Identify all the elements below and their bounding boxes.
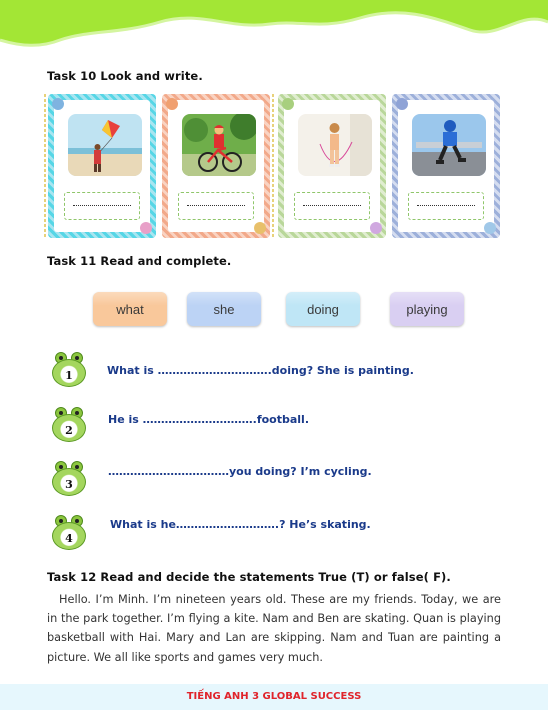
frog-number-badge-3 xyxy=(51,461,87,497)
cycling-photo-icon xyxy=(182,114,256,176)
frog-number-badge-4 xyxy=(51,515,87,551)
item-number: 1 xyxy=(65,368,73,382)
answer-line xyxy=(303,205,361,206)
item-number: 2 xyxy=(65,423,73,437)
owl-corner-icon xyxy=(370,222,382,234)
frog-number-badge-2 xyxy=(51,407,87,443)
picture-card-3 xyxy=(278,94,386,238)
answer-line xyxy=(73,205,131,206)
picture-card-4 xyxy=(392,94,500,238)
item-number: 3 xyxy=(65,477,73,491)
top-wave-decoration xyxy=(0,0,548,58)
card-divider xyxy=(44,94,46,238)
sentence-1: What is ………………………….doing? She is painting. xyxy=(107,364,414,377)
owl-corner-icon xyxy=(166,98,178,110)
answer-box-1[interactable] xyxy=(64,192,140,220)
answer-line xyxy=(187,205,245,206)
frog-face-icon xyxy=(52,522,86,550)
frog-face-icon xyxy=(52,359,86,387)
passage-text: Hello. I’m Minh. I’m nineteen years old. These are my friends. Today, we are in the park together. I’m flying a kite. Nam and Ben are skating. Quan is playing basketball with Hai. Mary and Lan are skipping. Nam and Tuan are painting a picture. We all like sports and games very much. xyxy=(47,593,501,664)
owl-corner-icon xyxy=(140,222,152,234)
word-bank-she[interactable]: she xyxy=(187,292,261,326)
answer-box-4[interactable] xyxy=(408,192,484,220)
frog-number-badge-1 xyxy=(51,352,87,388)
footer-title: TIẾNG ANH 3 GLOBAL SUCCESS xyxy=(186,691,362,702)
frog-face-icon xyxy=(52,468,86,496)
task11-heading: Task 11 Read and complete. xyxy=(47,254,232,268)
word-bank-doing[interactable]: doing xyxy=(286,292,360,326)
picture-card-1 xyxy=(48,94,156,238)
card-divider xyxy=(272,94,274,238)
sentence-3: ……………………………you doing? I’m cycling. xyxy=(108,465,372,478)
owl-corner-icon xyxy=(52,98,64,110)
task12-heading: Task 12 Read and decide the statements True (T) or false( F). xyxy=(47,570,451,584)
answer-box-2[interactable] xyxy=(178,192,254,220)
owl-corner-icon xyxy=(282,98,294,110)
kite-flying-photo-icon xyxy=(68,114,142,176)
answer-line xyxy=(417,205,475,206)
reading-passage xyxy=(47,590,501,667)
frog-face-icon xyxy=(52,414,86,442)
sentence-2: He is ………………………….football. xyxy=(108,413,309,426)
word-bank-playing[interactable]: playing xyxy=(390,292,464,326)
owl-corner-icon xyxy=(396,98,408,110)
skating-photo-icon xyxy=(412,114,486,176)
owl-corner-icon xyxy=(254,222,266,234)
answer-box-3[interactable] xyxy=(294,192,370,220)
word-bank-what[interactable]: what xyxy=(93,292,167,326)
owl-corner-icon xyxy=(484,222,496,234)
skipping-photo-icon xyxy=(298,114,372,176)
sentence-4: What is he……………………….? He’s skating. xyxy=(110,518,371,531)
picture-card-2 xyxy=(162,94,270,238)
task10-heading: Task 10 Look and write. xyxy=(47,69,203,83)
item-number: 4 xyxy=(65,531,73,545)
